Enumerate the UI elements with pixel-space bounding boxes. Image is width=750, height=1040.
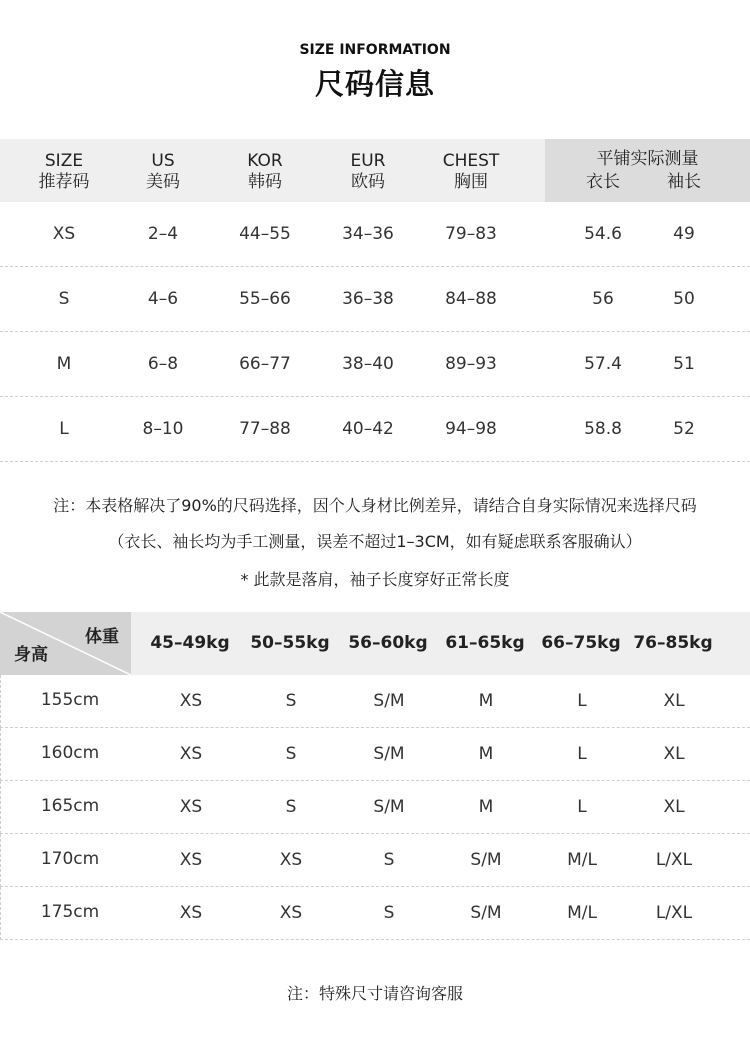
size-cell: XS — [179, 797, 203, 817]
corner-cell — [0, 612, 131, 675]
cell-eur: 38–40 — [342, 354, 394, 374]
size-cell: L — [577, 744, 587, 764]
cell-us: 4–6 — [147, 289, 179, 309]
cell-kor: 66–77 — [239, 354, 291, 374]
col-header-flat-measure: 平铺实际测量 — [596, 149, 699, 169]
height-weight-table — [0, 612, 750, 940]
footer-note: 注：特殊尺寸请咨询客服 — [286, 984, 463, 1003]
height-value: 160cm — [40, 743, 100, 763]
height-value: 170cm — [40, 849, 100, 869]
table-row — [0, 675, 750, 728]
table-row — [0, 728, 750, 781]
cell-eur: 36–38 — [342, 289, 394, 309]
table-row — [0, 887, 750, 940]
size-cell: XL — [663, 691, 685, 711]
size-table-header — [0, 139, 750, 202]
size-cell: S/M — [373, 744, 405, 764]
cell-chest: 89–93 — [445, 354, 497, 374]
title-chinese: 尺码信息 — [314, 67, 435, 101]
cell-size: XS — [52, 224, 76, 244]
height-weight-header — [0, 612, 750, 675]
weight-header: 66–75kg — [541, 633, 621, 653]
col-header-size: SIZE 推荐码 — [38, 151, 90, 192]
cell-sleeve: 51 — [673, 354, 695, 374]
size-cell: XS — [179, 744, 203, 764]
size-cell: S — [285, 744, 297, 764]
table-row — [0, 781, 750, 834]
size-cell: S/M — [373, 797, 405, 817]
weight-header: 45–49kg — [150, 633, 230, 653]
size-cell: L/XL — [655, 850, 693, 870]
cell-size: L — [59, 419, 69, 439]
size-cell: XS — [279, 850, 303, 870]
note-size-guidance: 注：本表格解决了90%的尺码选择，因个人身材比例差异，请结合自身实际情况来选择尺码 — [53, 496, 697, 515]
cell-size: S — [58, 289, 70, 309]
cell-length: 58.8 — [584, 419, 622, 439]
height-value: 175cm — [40, 902, 100, 922]
table-row — [0, 202, 750, 267]
cell-eur: 40–42 — [342, 419, 394, 439]
size-cell: S — [383, 850, 395, 870]
cell-sleeve: 52 — [673, 419, 695, 439]
cell-length: 57.4 — [584, 354, 622, 374]
weight-header: 56–60kg — [348, 633, 428, 653]
cell-sleeve: 50 — [673, 289, 695, 309]
col-header-sleeve: 袖长 — [667, 172, 701, 192]
table-row — [0, 397, 750, 462]
size-cell: M — [478, 691, 494, 711]
cell-kor: 44–55 — [239, 224, 291, 244]
table-row — [0, 834, 750, 887]
table-row — [0, 332, 750, 397]
height-value: 155cm — [40, 690, 100, 710]
size-cell: XL — [663, 744, 685, 764]
size-cell: M — [478, 797, 494, 817]
cell-length: 56 — [592, 289, 614, 309]
note-drop-shoulder: * 此款是落肩，袖子长度穿好正常长度 — [240, 570, 510, 589]
size-cell: XL — [663, 797, 685, 817]
weight-header: 50–55kg — [250, 633, 330, 653]
cell-size: M — [56, 354, 72, 374]
weight-header: 76–85kg — [633, 633, 713, 653]
size-cell: XS — [179, 850, 203, 870]
cell-kor: 77–88 — [239, 419, 291, 439]
col-header-us: US 美码 — [146, 151, 180, 192]
col-header-eur: EUR 欧码 — [350, 151, 386, 192]
size-cell: M/L — [567, 850, 597, 870]
cell-chest: 79–83 — [445, 224, 497, 244]
cell-us: 6–8 — [147, 354, 179, 374]
size-cell: L/XL — [655, 903, 693, 923]
size-cell: S — [285, 797, 297, 817]
size-cell: XS — [179, 903, 203, 923]
size-cell: S/M — [373, 691, 405, 711]
weight-header: 61–65kg — [445, 633, 525, 653]
cell-eur: 34–36 — [342, 224, 394, 244]
col-header-length: 衣长 — [586, 172, 620, 192]
cell-chest: 84–88 — [445, 289, 497, 309]
table-row — [0, 267, 750, 332]
cell-us: 2–4 — [147, 224, 179, 244]
height-axis-label: 身高 — [14, 645, 48, 665]
note-measurement-error: （衣长、袖长均为手工测量，误差不超过1–3CM，如有疑虑联系客服确认） — [108, 532, 642, 551]
cell-length: 54.6 — [584, 224, 622, 244]
size-cell: L — [577, 797, 587, 817]
title-english: SIZE INFORMATION — [299, 42, 451, 58]
size-cell: S/M — [470, 903, 502, 923]
cell-chest: 94–98 — [445, 419, 497, 439]
col-header-chest: CHEST 胸围 — [442, 151, 500, 192]
col-header-kor: KOR 韩码 — [247, 151, 283, 192]
size-cell: M — [478, 744, 494, 764]
size-table — [0, 139, 750, 462]
cell-us: 8–10 — [142, 419, 184, 439]
size-cell: L — [577, 691, 587, 711]
cell-kor: 55–66 — [239, 289, 291, 309]
height-value: 165cm — [40, 796, 100, 816]
size-cell: XS — [279, 903, 303, 923]
size-cell: XS — [179, 691, 203, 711]
size-cell: S — [383, 903, 395, 923]
size-cell: S/M — [470, 850, 502, 870]
size-cell: M/L — [567, 903, 597, 923]
weight-axis-label: 体重 — [85, 627, 119, 647]
size-cell: S — [285, 691, 297, 711]
cell-sleeve: 49 — [673, 224, 695, 244]
